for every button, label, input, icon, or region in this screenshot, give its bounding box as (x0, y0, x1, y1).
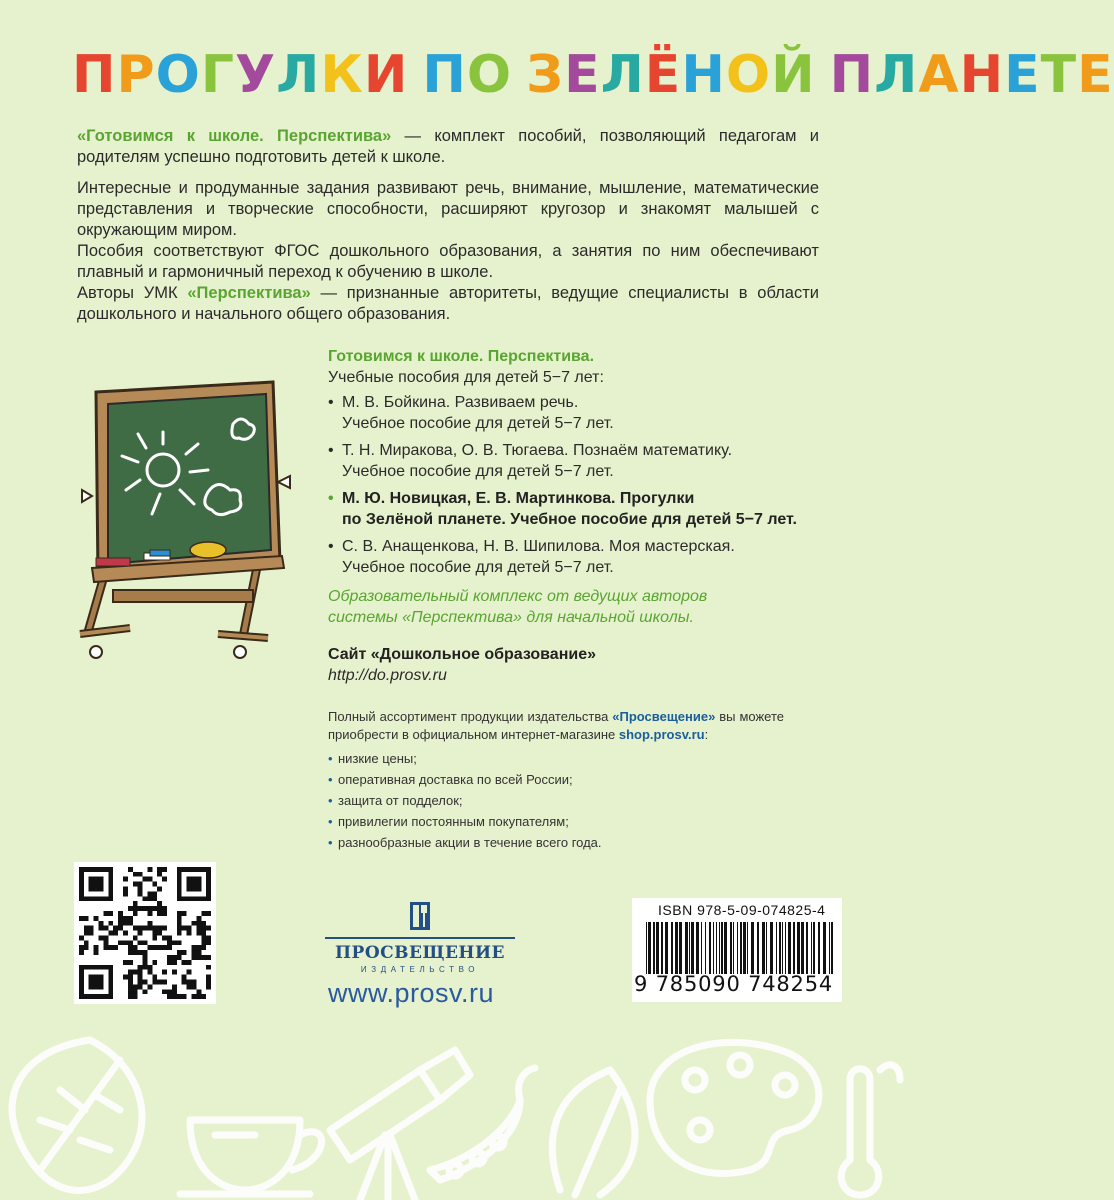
list-item: • оперативная доставка по всей России; (328, 771, 784, 789)
list-item: • разнообразные акции в течение всего года. (328, 834, 784, 852)
peapod-doodle (430, 1068, 535, 1180)
title-letter: И (363, 45, 409, 105)
site-title: Сайт «Дошкольное образование» (328, 646, 596, 663)
title-letter: Р (116, 45, 156, 105)
shop-benefits-list (328, 750, 784, 852)
title-space (408, 40, 422, 110)
intro-paragraph-4: Авторы УМК «Перспектива» — признанные авторитеты, ведущие специалисты в области дошкольного и начального общего образования. (77, 284, 820, 323)
teacup-doodle (180, 1120, 322, 1194)
title-letter: П (829, 45, 875, 105)
shop-url-link[interactable]: shop.prosv.ru (618, 727, 705, 742)
series-info (328, 346, 828, 686)
isbn-digits: 9 785090 748254 (634, 972, 834, 996)
leaf-doodle (12, 1040, 142, 1190)
publisher-logo-icon (400, 900, 440, 932)
series-subheading: Учебные пособия для детей 5−7 лет: (328, 369, 604, 386)
qr-code[interactable] (74, 862, 216, 1004)
title-letter: Т (1040, 45, 1078, 105)
publisher-website-link[interactable]: www.prosv.ru (328, 978, 495, 1008)
title-letter: Л (276, 45, 321, 105)
title-letter: Е (564, 45, 601, 105)
title-letter: Л (600, 45, 645, 105)
isbn-label: ISBN 978-5-09-074825-4 (658, 902, 826, 918)
book-title (72, 40, 1114, 110)
title-letter: О (466, 45, 513, 105)
series-heading: Готовимся к школе. Перспектива. (328, 348, 595, 365)
shop-paragraph: Полный ассортимент продукции издательства «Просвещение» вы можете приобрести в официальном интернет-магазине shop.prosv.ru: (328, 709, 784, 742)
intro-text (77, 126, 819, 325)
barcode (646, 922, 836, 974)
list-item: • защита от подделок; (328, 792, 784, 810)
title-letter: Ё (644, 45, 682, 105)
title-letter: Е (1004, 45, 1041, 105)
chalkboard-illustration (68, 372, 308, 672)
shop-info (328, 708, 784, 855)
title-letter: У (235, 45, 277, 105)
title-letter: Н (959, 45, 1005, 105)
intro-paragraph-3: Пособия соответствуют ФГОС дошкольного образования, а занятия по ним обеспечивают плавный и гармоничный переход к обучению в школе. (77, 242, 819, 281)
list-item: • привилегии постоянным покупателям; (328, 813, 784, 831)
publisher-subtitle: ИЗДАТЕЛЬСТВО (360, 965, 480, 974)
title-letter: О (155, 45, 201, 105)
title-letter: Г (200, 45, 236, 105)
title-letter: П (72, 45, 117, 105)
title-letter: К (320, 45, 364, 105)
series-tagline: Образовательный комплекс от ведущих авторов системы «Перспектива» для начальной школы. (328, 588, 708, 626)
thermometer-doodle (841, 1065, 900, 1195)
decorative-doodles (0, 1010, 900, 1200)
palette-doodle (650, 1042, 819, 1173)
intro-paragraph-2: Интересные и продуманные задания развивают речь, внимание, мышление, математические представления и творческие способности, расширяют кругозор и знакомят малышей с окружающим миром. (77, 179, 819, 239)
title-letter: П (422, 45, 467, 105)
title-letter: А (918, 45, 960, 105)
title-space (816, 40, 830, 110)
series-book-list (328, 392, 828, 578)
isbn-barcode-block (632, 898, 842, 1002)
title-letter: Л (874, 45, 919, 105)
title-letter: Н (681, 45, 726, 105)
intro-paragraph-1: «Готовимся к школе. Перспектива» — комплект пособий, позволяющий педагогам и родителям успешно подготовить детей к школе. (77, 127, 819, 166)
list-item: • М. В. Бойкина. Развиваем речь. Учебное пособие для детей 5−7 лет. (328, 392, 828, 434)
list-item: • низкие цены; (328, 750, 784, 768)
title-letter: Е (1077, 45, 1114, 105)
publisher-logo (325, 900, 515, 974)
title-letter: О (725, 45, 772, 105)
title-space (512, 40, 526, 110)
site-url-link[interactable]: http://do.prosv.ru (328, 667, 447, 684)
list-item-current-book: • М. Ю. Новицкая, Е. В. Мартинкова. Прогулки по Зелёной планете. Учебное пособие для детей 5−7 лет. (328, 488, 828, 530)
leaf-doodle (552, 1070, 635, 1195)
title-letter: З (526, 45, 565, 105)
title-letter: Й (771, 45, 816, 105)
list-item: • Т. Н. Миракова, О. В. Тюгаева. Познаём математику. Учебное пособие для детей 5−7 лет. (328, 440, 828, 482)
list-item: • С. В. Анащенкова, Н. В. Шипилова. Моя мастерская. Учебное пособие для детей 5−7 лет. (328, 536, 828, 578)
publisher-name: ПРОСВЕЩЕНИЕ (325, 937, 515, 963)
